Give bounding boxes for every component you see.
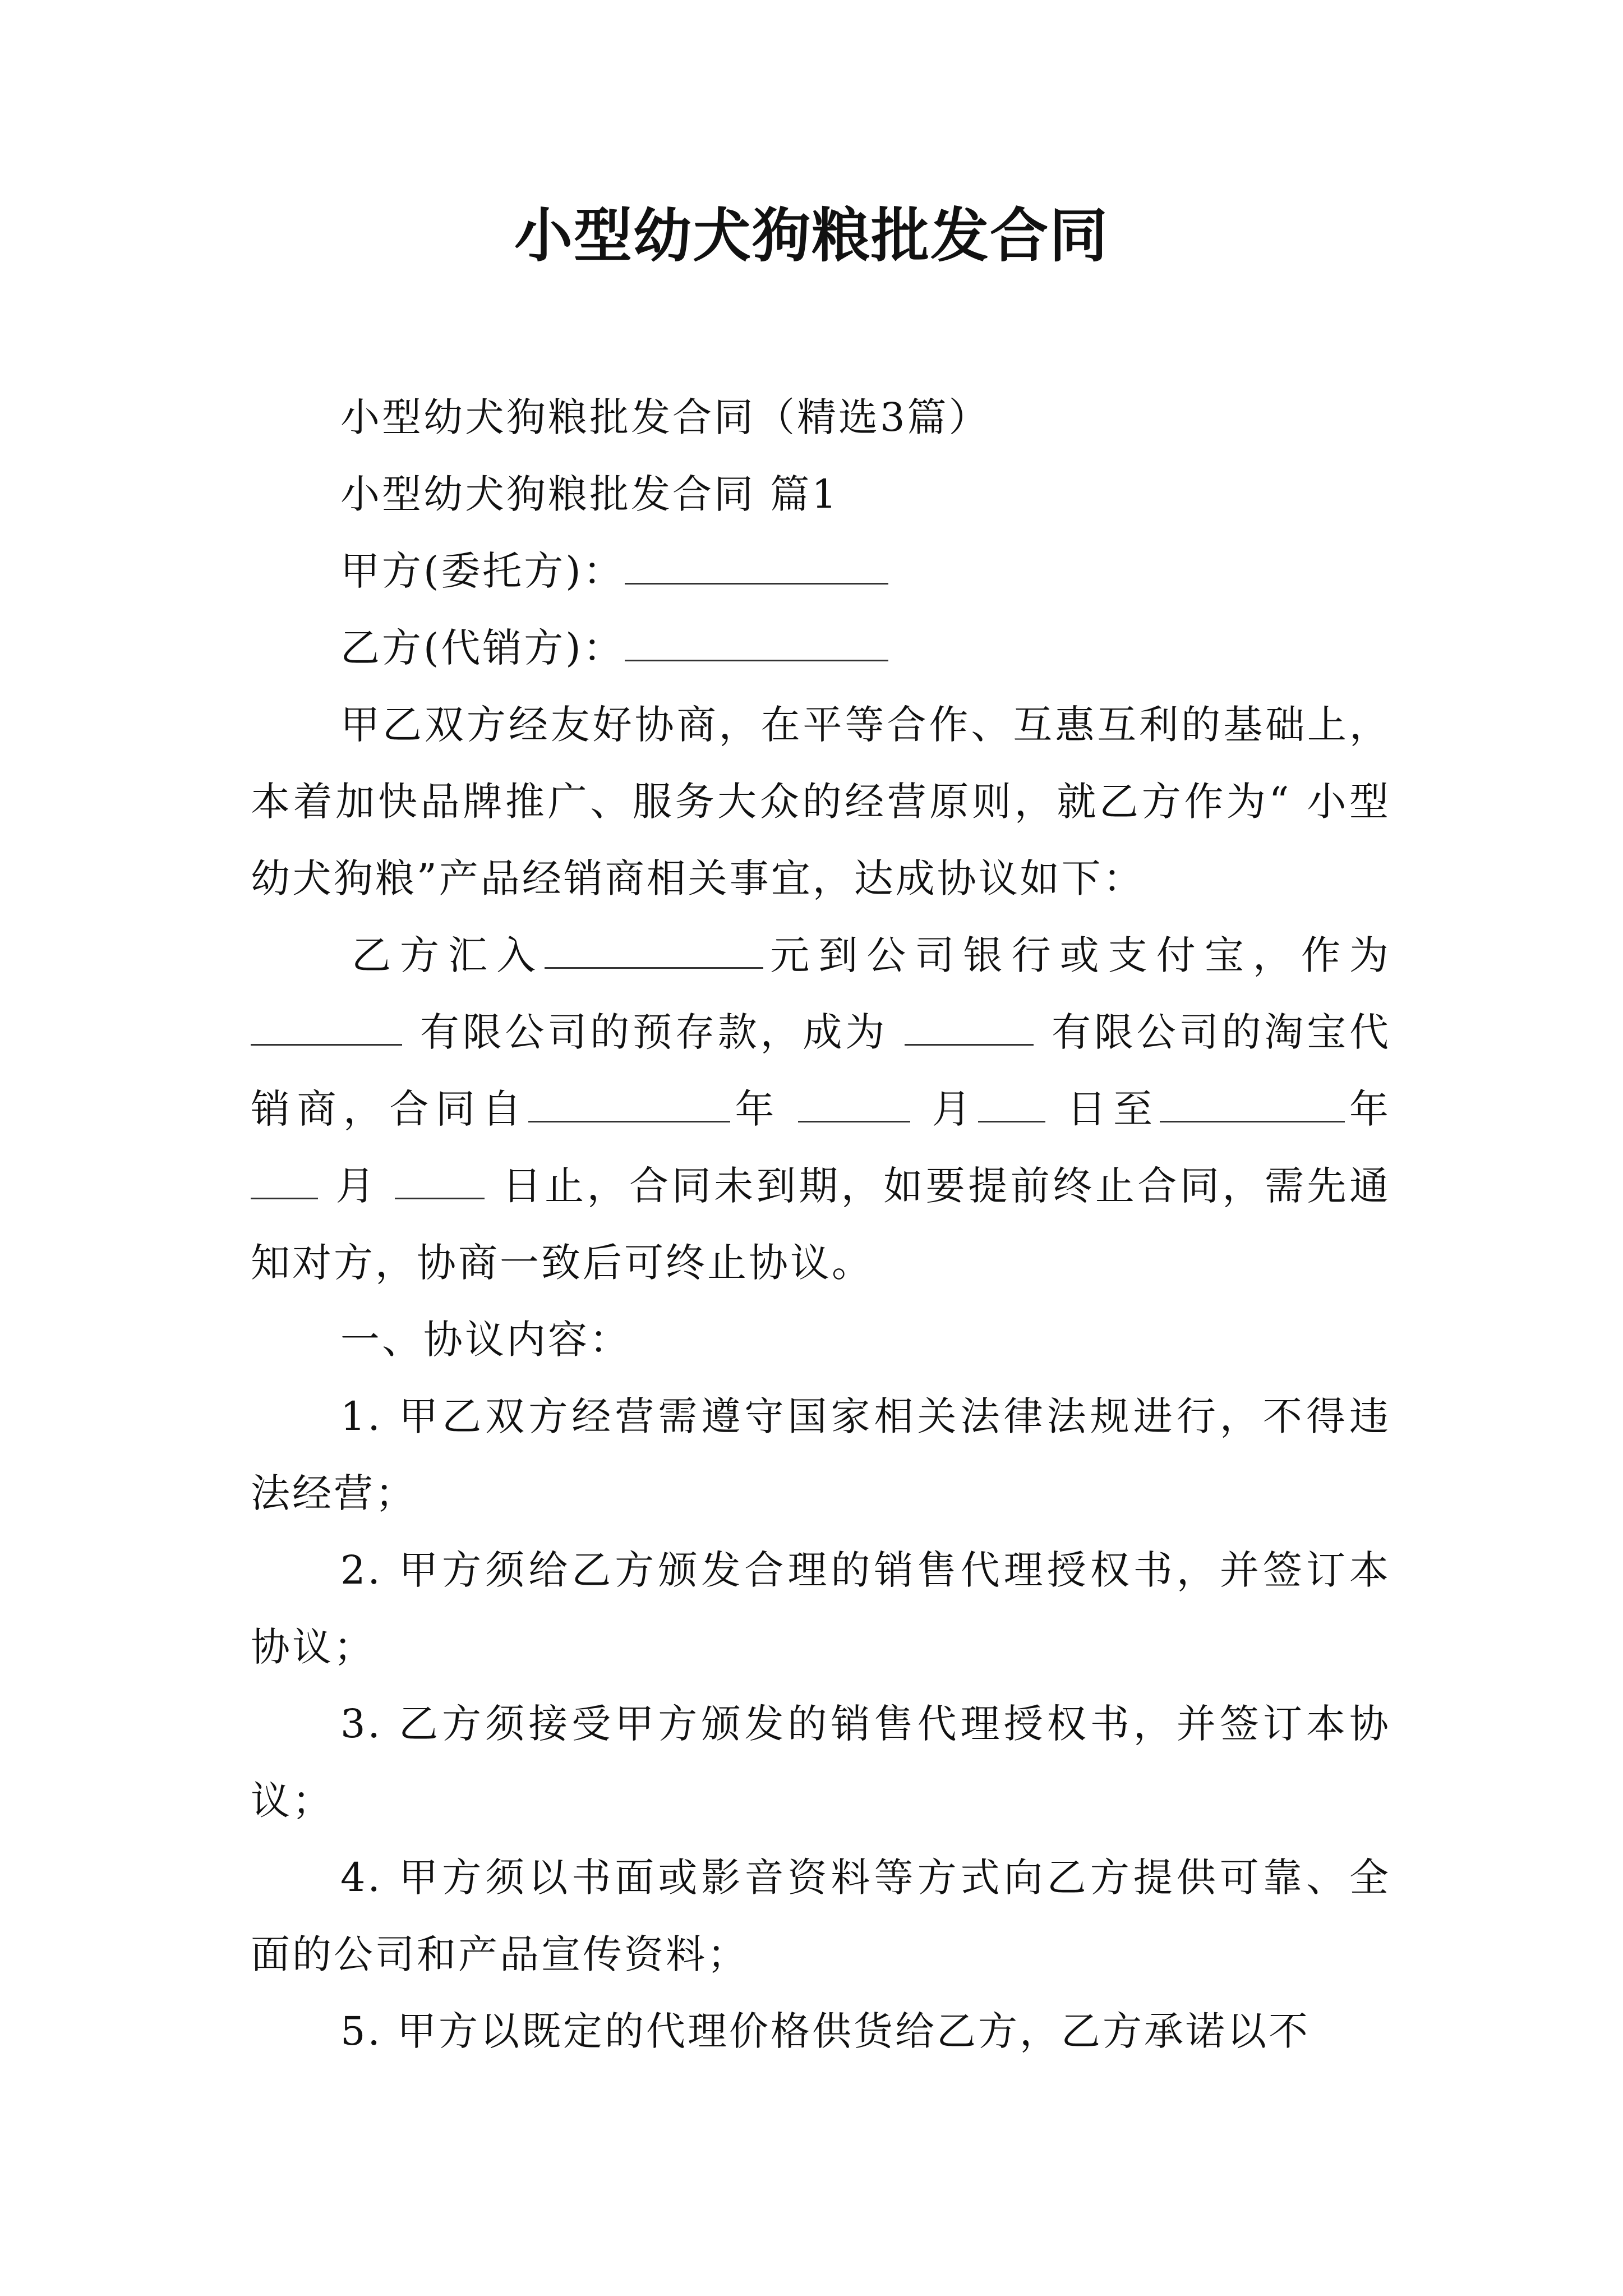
deposit-text-9: 月 [335, 1163, 379, 1209]
party-b-blank [625, 628, 888, 661]
deposit-text-6: 月 [927, 1086, 978, 1132]
deposit-text-7: 日至 [1062, 1086, 1160, 1132]
party-a-blank [625, 551, 888, 585]
deposit-text-10: 日止，合同未到期，如要提前终止合同，需先通知对方，协商一致后可终止协议。 [251, 1163, 1391, 1286]
deposit-text-1: 乙方汇入 [352, 932, 545, 978]
document-body [251, 379, 1391, 2070]
party-b-line [251, 610, 1391, 687]
subtitle: 小型幼犬狗粮批发合同（精选3篇） [340, 394, 990, 440]
party-a-label: 甲方(委托方)： [340, 548, 625, 594]
party-b-label: 乙方(代销方)： [340, 625, 625, 671]
deposit-paragraph [251, 917, 1391, 1301]
company-blank-2 [905, 1013, 1034, 1046]
end-year-blank [1160, 1089, 1345, 1122]
deposit-text-3: 有限公司的预存款，成为 [419, 1009, 888, 1055]
clause-item-1: 1. 甲乙双方经营需遵守国家相关法律法规进行，不得违法经营； [251, 1393, 1391, 1516]
deposit-text-4: 有限公司的淘宝代销商，合同自 [251, 1009, 1391, 1132]
clause-item-2: 2. 甲方须给乙方颁发合理的销售代理授权书，并签订本协议； [251, 1547, 1391, 1670]
start-month-blank [798, 1089, 910, 1122]
clause-item-3: 3. 乙方须接受甲方颁发的销售代理授权书，并签订本协议； [251, 1701, 1391, 1824]
clause-item-5: 5. 甲方以既定的代理价格供货给乙方，乙方承诺以不 [340, 2008, 1311, 2054]
start-day-blank [978, 1089, 1045, 1122]
intro-paragraph: 甲乙双方经友好协商，在平等合作、互惠互利的基础上，本着加快品牌推广、服务大众的经营原则，就乙方作为“ 小型幼犬狗粮”产品经销商相关事宜，达成协议如下： [251, 702, 1391, 901]
document-title: 小型幼犬狗粮批发合同 [514, 201, 1109, 270]
start-year-blank [528, 1089, 730, 1122]
company-blank-1 [251, 1013, 402, 1046]
clause-item-4: 4. 甲方须以书面或影音资料等方式向乙方提供可靠、全面的公司和产品宣传资料； [251, 1855, 1391, 1977]
deposit-text-8: 年 [1344, 1086, 1391, 1132]
section-heading: 小型幼犬狗粮批发合同 篇1 [340, 471, 839, 517]
deposit-text-5: 年 [730, 1086, 781, 1132]
end-day-blank [395, 1166, 485, 1199]
end-month-blank [251, 1166, 318, 1199]
amount-blank [545, 936, 763, 969]
deposit-text-2: 元到公司银行或支付宝，作为 [763, 932, 1391, 978]
party-a-line [251, 533, 1391, 610]
clause-heading: 一、协议内容： [340, 1317, 631, 1363]
